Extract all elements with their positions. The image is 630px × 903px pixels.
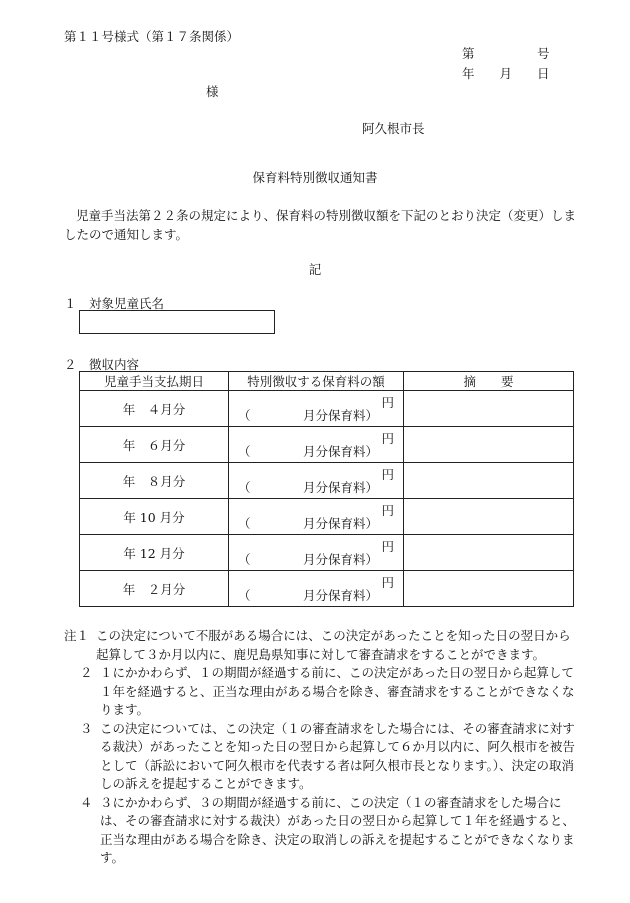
- table-row: [80, 463, 574, 499]
- table-header-row: [80, 372, 574, 391]
- table-row: [80, 391, 574, 427]
- note-item: [64, 627, 576, 664]
- payment-period: 年 ６月分: [80, 427, 229, 463]
- payment-period: 年 ４月分: [80, 391, 229, 427]
- header-remarks: 摘 要: [404, 372, 574, 391]
- yen-unit: 円: [381, 575, 394, 590]
- note-item: [64, 720, 576, 794]
- ki-heading: 記: [308, 262, 322, 277]
- payment-period: 年 10 月分: [80, 499, 229, 535]
- payment-period: 年 12 月分: [80, 535, 229, 571]
- yen-unit: 円: [381, 539, 394, 554]
- month-fee-note: 月分保育料）: [303, 516, 379, 531]
- amount-cell[interactable]: [229, 535, 404, 571]
- month-fee-note: 月分保育料）: [303, 408, 379, 423]
- amount-cell[interactable]: [229, 463, 404, 499]
- yen-unit: 円: [381, 503, 394, 518]
- paren-open: （: [238, 480, 251, 495]
- table-row: [80, 535, 574, 571]
- remarks-cell[interactable]: [404, 427, 574, 463]
- section1-label: １ 対象児童氏名: [64, 296, 165, 311]
- note-text: ３にかかわらず、３の期間が経過する前に、この決定（１の審査請求をした場合には、その審査請求に対する裁決）があった日の翌日から起算して１年を経過すると、正当な理由がある場合を除き、決定の取消しの訴えを提起することができなくなります。: [100, 794, 575, 865]
- paren-open: （: [238, 408, 251, 423]
- payment-period: 年 ２月分: [80, 571, 229, 607]
- amount-cell[interactable]: [229, 571, 404, 607]
- note-number: ２: [80, 665, 93, 680]
- month-fee-note: 月分保育料）: [303, 552, 379, 567]
- paren-open: （: [238, 444, 251, 459]
- note-text: １にかかわらず、１の期間が経過する前に、この決定があった日の翌日から起算して１年を経過すると、正当な理由がある場合を除き、審査請求をすることができなくなります。: [100, 665, 575, 717]
- month-fee-note: 月分保育料）: [303, 588, 379, 603]
- header-payment-date: 児童手当支払期日: [80, 372, 229, 391]
- recipient-honorific: 様: [206, 84, 219, 99]
- remarks-cell[interactable]: [404, 391, 574, 427]
- note-number: ３: [80, 720, 93, 736]
- amount-cell[interactable]: [229, 499, 404, 535]
- amount-cell[interactable]: [229, 391, 404, 427]
- table-row: [80, 571, 574, 607]
- notes-section: [64, 627, 576, 868]
- note-item: [64, 794, 576, 868]
- paren-open: （: [238, 588, 251, 603]
- form-number-label: 第１１号様式（第１７条関係）: [64, 29, 240, 44]
- paren-open: （: [238, 552, 251, 567]
- yen-unit: 円: [381, 431, 394, 446]
- remarks-cell[interactable]: [404, 463, 574, 499]
- month-fee-note: 月分保育料）: [303, 444, 379, 459]
- remarks-cell[interactable]: [404, 499, 574, 535]
- payment-period: 年 ８月分: [80, 463, 229, 499]
- document-number: 第 号: [462, 46, 550, 61]
- yen-unit: 円: [381, 467, 394, 482]
- month-fee-note: 月分保育料）: [303, 480, 379, 495]
- table-row: [80, 499, 574, 535]
- table-row: [80, 427, 574, 463]
- yen-unit: 円: [381, 395, 394, 410]
- note-item: [64, 664, 576, 720]
- collection-table: [79, 371, 574, 607]
- amount-cell[interactable]: [229, 427, 404, 463]
- intro-paragraph: 児童手当法第２２条の規定により、保育料の特別徴収額を下記のとおり決定（変更）しましたので通知します。: [64, 208, 577, 242]
- note-text: この決定について不服がある場合には、この決定があったことを知った日の翌日から起算して３か月以内に、鹿児島県知事に対して審査請求をすることができます。: [96, 628, 571, 662]
- note-number: ４: [80, 794, 93, 810]
- remarks-cell[interactable]: [404, 571, 574, 607]
- child-name-field[interactable]: [79, 310, 275, 334]
- section2-label: ２ 徴収内容: [64, 357, 140, 372]
- note-number: 注１: [64, 628, 90, 643]
- document-title: 保育料特別徴収通知書: [252, 170, 378, 185]
- note-text: この決定については、この決定（１の審査請求をした場合には、その審査請求に対する裁決）があったことを知った日の翌日から起算して６か月以内に、阿久根市を被告として（訴訟において阿久根市を代表する者は阿久根市長となります。）、決定の取消しの訴えを提起することができます。: [100, 720, 575, 791]
- header-amount: 特別徴収する保育料の額: [229, 372, 404, 391]
- issuer-name: 阿久根市長: [362, 121, 425, 136]
- remarks-cell[interactable]: [404, 535, 574, 571]
- paren-open: （: [238, 516, 251, 531]
- document-date: 年 月 日: [462, 66, 550, 81]
